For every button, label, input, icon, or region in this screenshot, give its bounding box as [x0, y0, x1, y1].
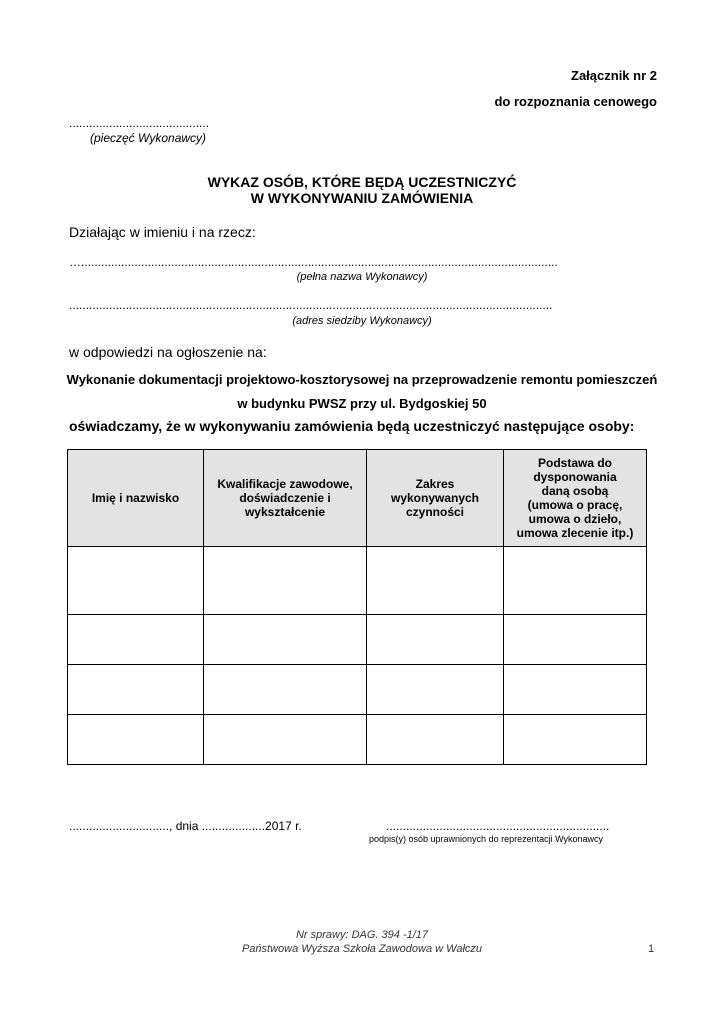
contractor-address-dots: .................................................................................................................................................	[69, 298, 553, 312]
cell-name[interactable]	[68, 665, 204, 715]
cell-qualifications[interactable]	[204, 665, 367, 715]
contractor-name-label: (pełna nazwa Wykonawcy)	[296, 271, 428, 283]
persons-table	[67, 449, 647, 765]
page-number: 1	[648, 943, 655, 955]
cell-basis[interactable]	[504, 665, 647, 715]
cell-name[interactable]	[68, 615, 204, 665]
stamp-label: (pieczęć Wykonawcy)	[90, 131, 207, 145]
signature-dots: ...................................................................	[386, 819, 610, 833]
cell-scope[interactable]	[367, 665, 504, 715]
acting-on-behalf: Działając w imieniu i na rzecz:	[69, 224, 256, 240]
title-line-1: WYKAZ OSÓB, KTÓRE BĘDĄ UCZESTNICZYĆ	[207, 174, 517, 190]
cell-basis[interactable]	[504, 715, 647, 765]
place-and-date: .............................., dnia ...................2017 r.	[69, 819, 302, 833]
table-header-row	[68, 450, 647, 547]
cell-qualifications[interactable]	[204, 715, 367, 765]
footer-institution: Państwowa Wyższa Szkoła Zawodowa w Wałczu	[241, 943, 483, 955]
footer-case-number: Nr sprawy: DAG. 394 -1/17	[295, 929, 429, 941]
header-basis: Podstawa do dysponowania daną osobą (umowa o pracę, umowa o dzieło, umowa zlecenie itp.)	[504, 450, 647, 547]
cell-qualifications[interactable]	[204, 615, 367, 665]
cell-scope[interactable]	[367, 615, 504, 665]
table-row	[68, 615, 647, 665]
attachment-number: Załącznik nr 2	[571, 68, 657, 83]
cell-scope[interactable]	[367, 715, 504, 765]
subject-line-2: w budynku PWSZ przy ul. Bydgoskiej 50	[237, 396, 487, 411]
subject-line-1: Wykonanie dokumentacji projektowo-kosztorysowej na przeprowadzenie remontu pomieszczeń	[66, 372, 658, 387]
cell-name[interactable]	[68, 715, 204, 765]
response-to-announcement: w odpowiedzi na ogłoszenie na:	[69, 344, 267, 360]
table-row	[68, 715, 647, 765]
contractor-name-dots: …...............................................................................................................................................	[69, 255, 558, 269]
title-line-2: W WYKONYWANIU ZAMÓWIENIA	[250, 190, 474, 206]
table-row	[68, 547, 647, 615]
declaration: oświadczamy, że w wykonywaniu zamówienia będą uczestniczyć następujące osoby:	[69, 418, 635, 434]
table-row	[68, 665, 647, 715]
header-scope: Zakres wykonywanych czynności	[367, 450, 504, 547]
cell-basis[interactable]	[504, 615, 647, 665]
contractor-address-label: (adres siedziby Wykonawcy)	[292, 315, 432, 327]
attachment-to: do rozpoznania cenowego	[494, 94, 657, 109]
signature-label: podpis(y) osób uprawnionych do reprezentacji Wykonawcy	[369, 834, 604, 844]
stamp-dots: ..........................................	[69, 116, 210, 130]
cell-scope[interactable]	[367, 547, 504, 615]
cell-basis[interactable]	[504, 547, 647, 615]
cell-name[interactable]	[68, 547, 204, 615]
header-qualifications: Kwalifikacje zawodowe, doświadczenie i wykształcenie	[204, 450, 367, 547]
header-name: Imię i nazwisko	[68, 450, 204, 547]
cell-qualifications[interactable]	[204, 547, 367, 615]
